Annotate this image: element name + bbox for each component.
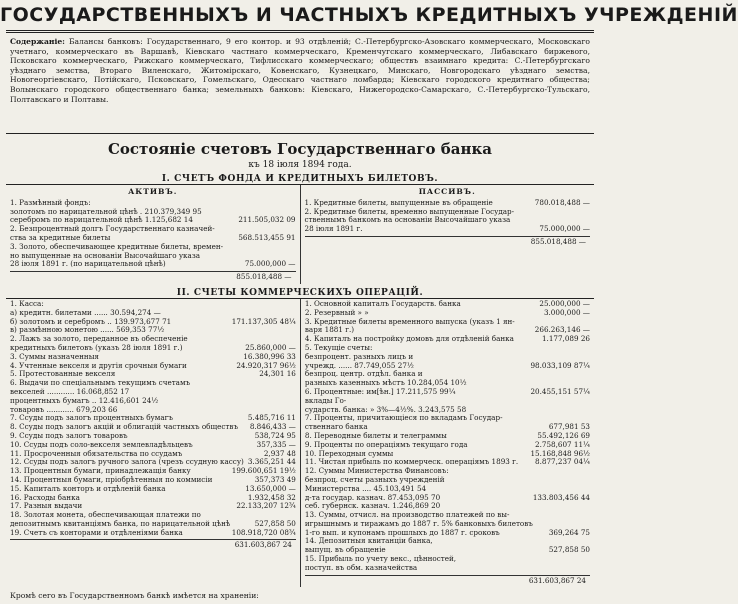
section1-aktiv-total: 855.018,488 — xyxy=(10,271,296,283)
ledger-item-text: 7. Ссуды подъ залогъ процентныхъ бумагъ xyxy=(10,413,174,423)
section2-passiv-total: 631.603,867 24 xyxy=(305,575,590,587)
ledger-item-value: 211.505,032 09 xyxy=(238,215,296,225)
ledger-item-text: серебромъ по нарицательной цѣнѣ 1.125,682 14 xyxy=(10,215,193,225)
section1-aktiv-rows xyxy=(10,199,296,269)
ledger-item-value: 15.168,848 96½ xyxy=(530,448,590,458)
ledger-item-value: 357,335 — xyxy=(256,439,296,449)
ledger-item-text: варя 1881 г.) xyxy=(304,325,355,335)
ledger-item-text: ственнымъ банкомъ на основаніи Высочайшаго указа xyxy=(304,215,511,225)
section2-aktiv-rows xyxy=(10,300,296,538)
ledger-item-value xyxy=(586,564,590,573)
ledger-item-value: 55.492,126 69 xyxy=(537,430,590,440)
ledger-item-text: 14. Депозитныя квитанціи банка, xyxy=(304,536,433,546)
ledger-item-value: 24,301 16 xyxy=(259,369,296,379)
ledger-item-text: 2. Лажъ за золото, переданное въ обеспеченіе xyxy=(10,334,188,344)
ledger-item-value xyxy=(586,370,590,379)
section2-passiv xyxy=(301,299,594,588)
ledger-item-value: 199.600,651 19½ xyxy=(231,466,296,476)
section2-aktiv xyxy=(6,299,301,588)
ledger-item-value xyxy=(586,344,590,353)
ledger-item-text: б) золотомъ и серебромъ .. 139.973,677 71 xyxy=(10,316,172,326)
ledger-item-text: 28 іюля 1891 г. (по нарицательной цѣнѣ) xyxy=(10,259,166,269)
ledger-item-text: 6. Выдачи по спеціальнымъ текущимъ счетамъ xyxy=(10,378,191,388)
ledger-item-text: 8. Ссуды подъ залогъ акцій и облигацій частныхъ обществъ xyxy=(10,422,239,432)
ledger-item-value: 75.000,000 — xyxy=(244,259,296,269)
ledger-item-value: 98.033,109 87¼ xyxy=(530,360,590,370)
aktiv-heading: АКТИВЪ. xyxy=(128,187,178,196)
ledger-item-text: 2. Резервный » » xyxy=(304,307,369,317)
ledger-item-value: 20.455,151 57¼ xyxy=(530,386,590,396)
ledger-item-text: 4. Учтенные векселя и другія срочныя бумаги xyxy=(10,360,187,370)
ledger-item-value: 25.000,000 — xyxy=(539,298,590,308)
ledger-item-text: а) кредитн. билетами ...... 30.594,274 — xyxy=(10,307,161,317)
ledger-item-text: безпроцент. разныхъ лицъ и xyxy=(304,351,414,361)
ledger-item-text: кредитныхъ билетовъ (указъ 28 іюля 1891 г.) xyxy=(10,342,183,352)
ledger-item-value: 24.920,317 96½ xyxy=(236,360,296,370)
ledger-item-text: выпущ. въ обращеніе xyxy=(304,545,386,555)
footer-note: Кромѣ сего въ Государственномъ банкѣ имѣется на храненіи: xyxy=(10,591,259,601)
section1-passiv-total: 855.018,488 — xyxy=(305,236,591,248)
ledger-item-text: 14. Процентныя бумаги, пріобрѣтенныя по коммисіи xyxy=(10,474,213,484)
ledger-item-text: 5. Текущіе счеты: xyxy=(304,342,373,352)
ledger-item-value xyxy=(586,467,590,476)
ledger-item-value xyxy=(586,397,590,406)
ledger-item-value: 25.860,000 — xyxy=(245,342,296,352)
section2-table xyxy=(6,299,594,588)
ledger-item-text: себ. губернск. казнач. 1.246,869 20 xyxy=(304,501,441,511)
section2-aktiv-total: 631.603,867 24 xyxy=(10,539,296,551)
ledger-item-text: вклады Го- xyxy=(304,395,347,405)
ledger-item-value xyxy=(586,406,590,415)
document-date: къ 18 іюля 1894 года. xyxy=(248,160,352,170)
contents-rule xyxy=(6,133,594,134)
ledger-item-text: 6. Процентные: им[ѣн.] 17.211,575 99¼ xyxy=(304,386,456,396)
ledger-item-value: 108.918,720 08¾ xyxy=(231,527,296,537)
ledger-item-text: 1. Размѣнный фондъ: xyxy=(10,197,91,207)
ledger-item-value: 22.133,207 12¾ xyxy=(236,501,296,511)
ledger-item-text: 4. Капиталъ на постройку домовъ для отдѣленій банка xyxy=(304,334,514,344)
ledger-item-text: 16. Расходы банка xyxy=(10,492,80,502)
ledger-item-value xyxy=(292,243,296,252)
passiv-heading: ПАССИВЪ. xyxy=(418,187,476,196)
ledger-item-value: 3.000,000 — xyxy=(543,307,590,317)
ledger-item-text: ства за кредитные билеты xyxy=(10,232,111,242)
masthead-title: ГОСУДАРСТВЕННЫХЪ И ЧАСТНЫХЪ КРЕДИТНЫХЪ УЧРЕЖДЕНІЙ xyxy=(0,4,738,26)
ledger-item-text: безпроц. счеты разныхъ учрежденій xyxy=(304,474,445,484)
ledger-item-text: 12. Ссуды подъ залогъ ручного залога (чрезъ ссудную кассу) xyxy=(10,457,244,467)
ledger-item-value xyxy=(292,300,296,309)
ledger-item-text: разныхъ казенныхъ мѣстъ 10.284,054 10½ xyxy=(304,378,467,388)
section2-passiv-rows xyxy=(305,300,590,573)
ledger-item-text: сударств. банка: » 3%—4½%. 3.243,575 58 xyxy=(304,404,467,414)
ledger-item-text: но выпущенные на основаніи Высочайшаго указа xyxy=(10,250,201,260)
ledger-item-value: 266.263,146 — xyxy=(534,325,590,335)
ledger-item-value: 8.877,237 04¼ xyxy=(535,457,590,467)
contents-lead: Содержаніе: xyxy=(10,37,65,46)
ledger-item-text: 1. Кредитные билеты, выпущенные въ обращеніе xyxy=(304,197,493,207)
ledger-item-value: 527,858 50 xyxy=(254,518,296,528)
ledger-item-value: 1.177,089 26 xyxy=(541,334,590,344)
ledger-item-text: 11. Просроченныя обязательства по ссудамъ xyxy=(10,448,183,458)
ledger-item-value: 357,373 49 xyxy=(254,474,296,484)
ledger-item-text: поступ. въ обм. казначейства xyxy=(304,562,418,572)
ledger-item-value: 2.758,607 11¼ xyxy=(535,439,590,449)
ledger-item-text: 5. Протестованные векселя xyxy=(10,369,116,379)
ledger-item-text: 10. Ссуды подъ соло-векселя землевладѣльцевъ xyxy=(10,439,193,449)
section1-passiv-rows xyxy=(305,199,591,234)
ledger-item-text: учрежд. ...... 87.749,055 27½ xyxy=(304,360,414,370)
ledger-item-text: 1. Касса: xyxy=(10,298,44,308)
ledger-item-value: 16.380,996 33 xyxy=(243,351,296,361)
section1-title: I. СЧЕТЪ ФОНДА И КРЕДИТНЫХЪ БИЛЕТОВЪ. xyxy=(161,174,439,184)
ledger-item-text: 28 іюля 1891 г. xyxy=(304,224,363,234)
ledger-item-text: 2. Кредитные билеты, временно выпущенные Государ- xyxy=(304,206,515,216)
ledger-item-text: 13. Процентныя бумаги, принадлежащія банку xyxy=(10,466,191,476)
ledger-item-value: 5.485,716 11 xyxy=(247,413,296,423)
ledger-item-value xyxy=(292,326,296,335)
ledger-item-value: 75.000,000 — xyxy=(539,224,590,234)
ledger-item-text: 3. Золото, обеспечивающее кредитные билеты, времен- xyxy=(10,241,224,251)
ledger-item-text: ственнаго банка xyxy=(304,422,368,432)
ledger-row xyxy=(305,564,590,573)
ledger-item-text: 17. Разныя выдачи xyxy=(10,501,83,511)
ledger-item-text: товаровъ ............ 679,203 66 xyxy=(10,404,118,414)
contents-text: Балансы банковъ: Государственнаго, 9 его контор. и 93 отдѣленій; С.-Петербургско-Азовскаго коммерческаго, Московскаго учетнаго, коммерческаго въ Варшавѣ, Кіевскаго частнаго коммерческаго, Кременчугскаго коммерческаго, Либавскаго биржевого, Псковскаго коммерческаго, Рижскаго коммерческаго, Тифлисскаго коммерческаго; обществъ взаимнаго кредита: С.-Петербургскаго уѣзднаго земства, Вторaго Виленскаго, Житомірскаго, Ковенскаго, Кузнецкаго, Минскаго, Новгородскаго уѣзднаго земства, Новогеоргіевскаго, Потійскаго, Псковскаго, Гомельскаго, Одесскаго частнаго ломбарда; Кіевскаго городского кредитнаго общества; Волынскаго городского общественнаго банка; земельныхъ банковъ: Кіевскаго, Нижегородско-Самарскаго, С.-Петербургско-Тульскаго, Полтавскаго и Полтавы. xyxy=(10,37,590,104)
ledger-item-text: безпроц. центр. отдѣл. банка и xyxy=(304,369,423,379)
ledger-item-value: 8.846,433 — xyxy=(249,422,296,432)
ledger-item-text: 12. Суммы Министерства Финансовъ: xyxy=(304,466,449,476)
ledger-item-value: 1.932,458 32 xyxy=(247,492,296,502)
ledger-row xyxy=(305,388,590,397)
ledger-item-text: д-та государ. казнач. 87.453,095 70 xyxy=(304,492,441,502)
ledger-item-value xyxy=(586,555,590,564)
ledger-item-text: 15. Прибыль по учету векс., цѣнностей, xyxy=(304,554,457,564)
ledger-item-value xyxy=(292,388,296,397)
ledger-item-value: 677,981 53 xyxy=(548,422,590,432)
ledger-item-text: Министерства .... 45.103,491 54 xyxy=(304,483,427,493)
ledger-item-text: 8. Переводные билеты и телеграммы xyxy=(304,430,447,440)
ledger-item-value xyxy=(292,397,296,406)
ledger-item-text: 7. Проценты, причитающіеся по вкладамъ Государ- xyxy=(304,413,503,423)
ledger-item-value: 538,724 95 xyxy=(254,430,296,440)
ledger-item-text: 3. Суммы назначенныя xyxy=(10,351,99,361)
ledger-item-text: 1-го вып. и купонамъ прошлыхъ до 1887 г. сроковъ xyxy=(304,527,500,537)
ledger-item-value: 2,937 48 xyxy=(263,448,296,458)
ledger-item-text: игрышнымъ и тиражамъ до 1887 г. 5% банковыхъ билетовъ xyxy=(304,518,533,528)
section1-aktiv xyxy=(6,185,301,284)
ledger-item-value xyxy=(586,511,590,520)
ledger-item-value: 527,858 50 xyxy=(548,545,590,555)
ledger-row xyxy=(10,260,296,269)
ledger-item-value: 3.365,251 44 xyxy=(247,457,296,467)
section1-passiv xyxy=(301,185,595,284)
ledger-item-text: 1. Основной капиталъ Государств. банка xyxy=(304,298,461,308)
ledger-item-text: 2. Безпроцентный долгъ Государственнаго казначей- xyxy=(10,224,215,234)
document-title: Состояніе счетовъ Государственнаго банка xyxy=(107,140,493,158)
ledger-item-value: 780.018,488 — xyxy=(534,197,590,207)
ledger-item-value: 133.803,456 44 xyxy=(532,492,590,502)
ledger-item-value xyxy=(292,199,296,208)
ledger-item-text: депозитнымъ квитанціямъ банка, по нарицательной цѣнѣ xyxy=(10,518,231,528)
section2-title: II. СЧЕТЫ КОММЕРЧЕСКИХЪ ОПЕРАЦІЙ. xyxy=(176,287,424,298)
ledger-item-text: 9. Ссуды подъ залогъ товаровъ xyxy=(10,430,128,440)
ledger-item-text: 3. Кредитные билеты временного выпуска (указъ 1 ян- xyxy=(304,316,515,326)
ledger-item-text: золотомъ по нарицательной цѣнѣ . 210.379,349 95 xyxy=(10,206,202,216)
ledger-item-text: 10. Переходныя суммы xyxy=(304,448,394,458)
ledger-item-value xyxy=(586,502,590,511)
ledger-item-text: 19. Счетъ съ конторами и отдѣленіями банка xyxy=(10,527,183,537)
ledger-item-text: векселей ............ 16.068,852 17 xyxy=(10,386,130,396)
ledger-item-text: 11. Чистая прибыль по коммерческ. операціямъ 1893 г. xyxy=(304,457,519,467)
ledger-item-text: 15. Капиталъ конторъ и отдѣленій банка xyxy=(10,483,166,493)
ledger-item-value: 568.513,455 91 xyxy=(238,232,296,242)
contents-block xyxy=(0,33,600,133)
ledger-item-value xyxy=(586,476,590,485)
ledger-item-value: 13.650,000 — xyxy=(245,483,296,493)
ledger-row xyxy=(305,225,591,234)
ledger-item-text: 18. Золотая монета, обеспечивающая платежи по xyxy=(10,510,201,520)
ledger-row xyxy=(10,529,296,538)
ledger-item-text: 13. Суммы, отчисл. на производство платежей по вы- xyxy=(304,510,510,520)
ledger-item-value xyxy=(586,208,590,217)
ledger-item-text: процентныхъ бумагъ .. 12.416,601 24½ xyxy=(10,395,159,405)
ledger-item-value xyxy=(292,379,296,388)
ledger-item-value: 171.137,305 48¼ xyxy=(231,316,296,326)
ledger-item-value: 369,264 75 xyxy=(548,527,590,537)
ledger-item-text: 9. Проценты по операціямъ текущаго года xyxy=(304,439,468,449)
ledger-item-text: в) размѣнною монетою ...... 569,353 77½ xyxy=(10,325,165,335)
section1-table xyxy=(6,185,594,284)
